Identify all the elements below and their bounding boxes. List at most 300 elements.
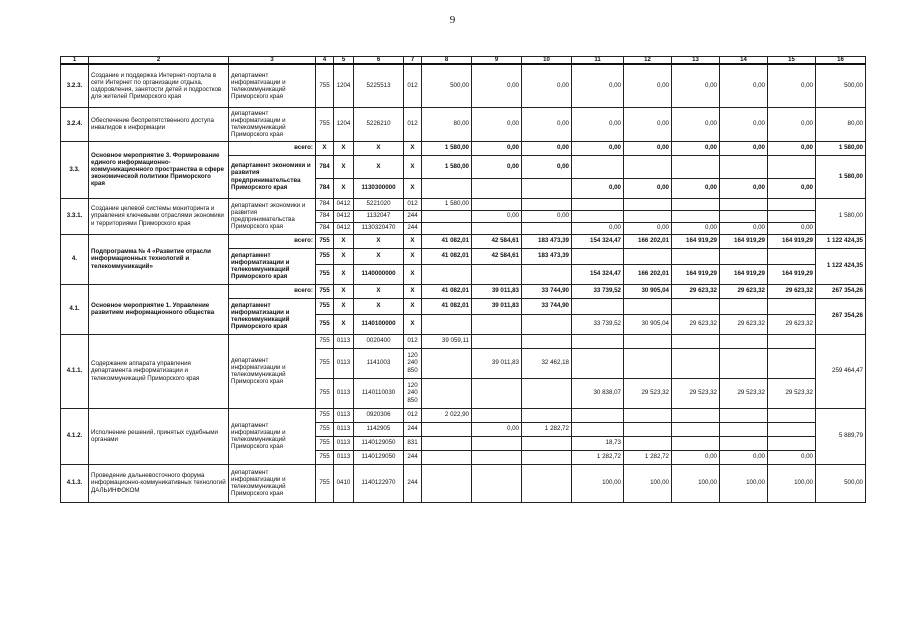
cell: X xyxy=(404,298,422,314)
table-row xyxy=(61,107,866,141)
cell xyxy=(720,155,768,178)
cell: 100,00 xyxy=(720,464,768,502)
cell: 244 xyxy=(404,464,422,502)
cell: 0,00 xyxy=(572,141,624,155)
cell: 120 240 850 xyxy=(404,348,422,378)
cell: 29 623,32 xyxy=(720,314,768,334)
cell: 755 xyxy=(316,422,334,436)
cell: 29 523,32 xyxy=(624,378,672,408)
cell: 0,00 xyxy=(572,222,624,234)
cell xyxy=(422,178,472,198)
cell xyxy=(422,450,472,464)
cell: 30 905,04 xyxy=(624,314,672,334)
cell: 0,00 xyxy=(624,141,672,155)
cell: 831 xyxy=(404,436,422,450)
cell: 0,00 xyxy=(672,450,720,464)
cell: X xyxy=(404,234,422,248)
cell: 100,00 xyxy=(624,464,672,502)
cell: 0,00 xyxy=(522,141,572,155)
cell: 500,00 xyxy=(816,64,866,107)
cell xyxy=(472,264,522,284)
cell xyxy=(472,222,522,234)
cell xyxy=(672,198,720,210)
cell: 755 xyxy=(316,378,334,408)
cell: 755 xyxy=(316,107,334,141)
cell: 0,00 xyxy=(572,64,624,107)
col-header: 3 xyxy=(229,57,316,65)
col-header: 16 xyxy=(816,57,866,65)
cell: X xyxy=(334,234,354,248)
executor: департамент информатизации и телекоммуникаций Приморского края xyxy=(229,64,316,107)
cell: X xyxy=(354,284,404,298)
col-header: 5 xyxy=(334,57,354,65)
cell: 0,00 xyxy=(768,450,816,464)
cell: 755 xyxy=(316,234,334,248)
cell xyxy=(672,422,720,436)
cell xyxy=(720,334,768,348)
activity-name: Подпрограмма № 4 «Развитие отрасли информационных технологий и телекоммуникаций» xyxy=(89,234,229,284)
cell: 0113 xyxy=(334,348,354,378)
cell: X xyxy=(354,298,404,314)
cell: X xyxy=(404,248,422,264)
activity-name: Содержание аппарата управления департамента информатизации и телекоммуникаций Приморского края xyxy=(89,334,229,408)
cell: 41 082,01 xyxy=(422,248,472,264)
cell: 1 580,00 xyxy=(422,155,472,178)
cell: 012 xyxy=(404,198,422,210)
cell: 0412 xyxy=(334,210,354,222)
cell xyxy=(422,422,472,436)
cell xyxy=(422,222,472,234)
executor: департамент информатизации и телекоммуникаций Приморского края xyxy=(229,298,316,334)
activity-name: Исполнение решений, принятых судебными органами xyxy=(89,408,229,464)
col-header: 4 xyxy=(316,57,334,65)
cell: 784 xyxy=(316,210,334,222)
cell xyxy=(522,464,572,502)
cell: 1141003 xyxy=(354,348,404,378)
cell: 0,00 xyxy=(522,155,572,178)
table-row xyxy=(61,284,866,298)
table-row xyxy=(61,464,866,502)
cell: 0,00 xyxy=(624,64,672,107)
cell: 1204 xyxy=(334,64,354,107)
cell xyxy=(720,422,768,436)
activity-name: Основное мероприятие 1. Управление развитием информационного общества xyxy=(89,284,229,334)
cell: 0,00 xyxy=(672,178,720,198)
cell: 29 623,32 xyxy=(672,314,720,334)
cell: 1 580,00 xyxy=(816,155,866,198)
cell xyxy=(572,210,624,222)
cell: 164 919,29 xyxy=(720,264,768,284)
cell xyxy=(472,314,522,334)
cell: 41 082,01 xyxy=(422,298,472,314)
table-row xyxy=(61,334,866,348)
cell: 244 xyxy=(404,422,422,436)
cell: 33 739,52 xyxy=(572,284,624,298)
cell: 42 584,61 xyxy=(472,234,522,248)
cell: 39 011,83 xyxy=(472,298,522,314)
cell: 29 623,32 xyxy=(720,284,768,298)
cell: 244 xyxy=(404,222,422,234)
cell: X xyxy=(334,141,354,155)
cell: 1142905 xyxy=(354,422,404,436)
cell: X xyxy=(404,178,422,198)
row-number: 4.1.2. xyxy=(61,408,89,464)
cell: 267 354,26 xyxy=(816,284,866,298)
cell xyxy=(572,408,624,422)
table-row xyxy=(61,198,866,210)
cell: 0,00 xyxy=(768,222,816,234)
cell: 755 xyxy=(316,298,334,314)
cell: 2 022,90 xyxy=(422,408,472,422)
executor: департамент экономики и развития предпринимательства Приморского края xyxy=(229,198,316,234)
cell: 012 xyxy=(404,334,422,348)
cell: 0,00 xyxy=(572,178,624,198)
activity-name: Создание и поддержка Интернет-портала в сети Интернет по организации отдыха, оздоровления, занятости детей и подростков для жителей Приморского края xyxy=(89,64,229,107)
cell xyxy=(422,378,472,408)
cell: 755 xyxy=(316,64,334,107)
cell: 500,00 xyxy=(816,464,866,502)
cell: 33 744,90 xyxy=(522,298,572,314)
cell: X xyxy=(404,141,422,155)
cell: 1130300000 xyxy=(354,178,404,198)
cell: 0,00 xyxy=(572,107,624,141)
cell: 0,00 xyxy=(472,64,522,107)
cell: 755 xyxy=(316,284,334,298)
cell: 1132047 xyxy=(354,210,404,222)
cell: 1 122 424,35 xyxy=(816,248,866,284)
cell: 164 919,29 xyxy=(768,264,816,284)
cell: 1130320470 xyxy=(354,222,404,234)
cell xyxy=(522,378,572,408)
cell: 0,00 xyxy=(768,178,816,198)
cell: 0,00 xyxy=(768,107,816,141)
cell: 183 473,39 xyxy=(522,248,572,264)
row-number: 3.3.1. xyxy=(61,198,89,234)
cell xyxy=(422,464,472,502)
row-number: 3.3. xyxy=(61,141,89,198)
cell xyxy=(768,155,816,178)
cell xyxy=(572,422,624,436)
cell: 5226210 xyxy=(354,107,404,141)
cell: 500,00 xyxy=(422,64,472,107)
cell xyxy=(672,248,720,264)
cell: X xyxy=(354,248,404,264)
row-number: 4.1.3. xyxy=(61,464,89,502)
cell: 244 xyxy=(404,450,422,464)
cell: X xyxy=(334,178,354,198)
cell: 80,00 xyxy=(816,107,866,141)
col-header: 2 xyxy=(89,57,229,65)
cell: 0020400 xyxy=(354,334,404,348)
col-header: 8 xyxy=(422,57,472,65)
cell xyxy=(472,378,522,408)
cell: 755 xyxy=(316,464,334,502)
col-header: 7 xyxy=(404,57,422,65)
cell: 183 473,39 xyxy=(522,234,572,248)
cell: 012 xyxy=(404,107,422,141)
cell: 755 xyxy=(316,348,334,378)
cell: 0,00 xyxy=(522,64,572,107)
cell: 755 xyxy=(316,248,334,264)
cell: 0113 xyxy=(334,378,354,408)
cell xyxy=(672,408,720,422)
cell xyxy=(472,178,522,198)
cell: 1 580,00 xyxy=(816,198,866,234)
cell xyxy=(768,408,816,422)
cell: 784 xyxy=(316,155,334,178)
executor: департамент экономики и развития предпринимательства Приморского края xyxy=(229,155,316,198)
cell: 166 202,01 xyxy=(624,234,672,248)
cell xyxy=(624,210,672,222)
cell xyxy=(672,210,720,222)
cell: 39 011,83 xyxy=(472,348,522,378)
cell: 784 xyxy=(316,198,334,210)
cell xyxy=(624,298,672,314)
cell: 0,00 xyxy=(522,210,572,222)
row-number: 4.1. xyxy=(61,284,89,334)
cell: X xyxy=(334,298,354,314)
cell xyxy=(522,314,572,334)
cell xyxy=(422,314,472,334)
cell: 0920306 xyxy=(354,408,404,422)
col-header: 10 xyxy=(522,57,572,65)
cell xyxy=(472,450,522,464)
cell: 1140110030 xyxy=(354,378,404,408)
table-row xyxy=(61,234,866,248)
cell xyxy=(472,464,522,502)
cell xyxy=(624,348,672,378)
cell: X xyxy=(404,284,422,298)
cell: 0,00 xyxy=(720,222,768,234)
activity-name: Обеспечение беспрепятственного доступа инвалидов к информации xyxy=(89,107,229,141)
cell: 0,00 xyxy=(720,107,768,141)
cell: 32 462,18 xyxy=(522,348,572,378)
cell: 80,00 xyxy=(422,107,472,141)
cell: 259 464,47 xyxy=(816,334,866,408)
cell xyxy=(720,198,768,210)
activity-name: Основное мероприятие 3. Формирование единого информационно-коммуникационного пространства в сфере экономической политики Приморского края xyxy=(89,141,229,198)
cell xyxy=(522,408,572,422)
col-header: 9 xyxy=(472,57,522,65)
total-label: всего: xyxy=(229,141,316,155)
cell xyxy=(572,198,624,210)
cell: 0113 xyxy=(334,408,354,422)
cell: 755 xyxy=(316,408,334,422)
cell: 1140000000 xyxy=(354,264,404,284)
cell: 29 623,32 xyxy=(768,284,816,298)
cell: 1204 xyxy=(334,107,354,141)
cell xyxy=(522,436,572,450)
cell xyxy=(522,264,572,284)
cell: 0,00 xyxy=(672,64,720,107)
activity-name: Создание целевой системы мониторинга и управления ключевыми отраслями экономики и территориями Приморского края xyxy=(89,198,229,234)
cell: X xyxy=(334,155,354,178)
cell: 755 xyxy=(316,334,334,348)
cell: 33 739,52 xyxy=(572,314,624,334)
cell: 30 838,07 xyxy=(572,378,624,408)
cell: 0,00 xyxy=(720,64,768,107)
cell: 0,00 xyxy=(522,107,572,141)
cell: X xyxy=(334,248,354,264)
cell: 29 523,32 xyxy=(768,378,816,408)
page-number: 9 xyxy=(449,14,456,26)
cell: 164 919,29 xyxy=(720,234,768,248)
cell: 164 919,29 xyxy=(768,234,816,248)
cell xyxy=(572,248,624,264)
cell: 1 282,72 xyxy=(624,450,672,464)
cell: 0,00 xyxy=(720,178,768,198)
cell: 0,00 xyxy=(672,141,720,155)
cell: 1 580,00 xyxy=(422,141,472,155)
cell: X xyxy=(404,314,422,334)
cell: 166 202,01 xyxy=(624,264,672,284)
cell: 1 282,72 xyxy=(522,422,572,436)
cell xyxy=(672,436,720,450)
budget-table xyxy=(60,56,866,503)
cell xyxy=(472,334,522,348)
cell: 012 xyxy=(404,408,422,422)
cell: 164 919,29 xyxy=(672,234,720,248)
cell xyxy=(624,334,672,348)
col-header: 11 xyxy=(572,57,624,65)
cell xyxy=(672,298,720,314)
cell xyxy=(472,408,522,422)
cell xyxy=(672,348,720,378)
cell: 0113 xyxy=(334,436,354,450)
cell xyxy=(768,298,816,314)
header-row xyxy=(61,57,866,65)
cell: 5221020 xyxy=(354,198,404,210)
cell xyxy=(624,422,672,436)
cell xyxy=(672,155,720,178)
cell: 39 011,83 xyxy=(472,284,522,298)
cell: 1140122970 xyxy=(354,464,404,502)
row-number: 3.2.4. xyxy=(61,107,89,141)
cell xyxy=(768,248,816,264)
total-label: всего: xyxy=(229,284,316,298)
cell xyxy=(422,436,472,450)
executor: департамент информатизации и телекоммуникаций Приморского края xyxy=(229,107,316,141)
cell: 30 905,04 xyxy=(624,284,672,298)
cell: 0,00 xyxy=(768,141,816,155)
cell: 0,00 xyxy=(624,107,672,141)
cell: 29 523,32 xyxy=(672,378,720,408)
cell: 1140129050 xyxy=(354,436,404,450)
cell xyxy=(624,436,672,450)
cell: 18,73 xyxy=(572,436,624,450)
table-row xyxy=(61,64,866,107)
cell: 0410 xyxy=(334,464,354,502)
cell xyxy=(624,198,672,210)
cell xyxy=(768,436,816,450)
cell xyxy=(768,348,816,378)
cell: 755 xyxy=(316,450,334,464)
cell xyxy=(624,155,672,178)
cell: X xyxy=(316,141,334,155)
cell: 1140129050 xyxy=(354,450,404,464)
cell: 755 xyxy=(316,314,334,334)
executor: департамент информатизации и телекоммуникаций Приморского края xyxy=(229,248,316,284)
cell: 120 240 850 xyxy=(404,378,422,408)
cell: 0113 xyxy=(334,450,354,464)
col-header: 6 xyxy=(354,57,404,65)
cell xyxy=(572,334,624,348)
col-header: 12 xyxy=(624,57,672,65)
cell: 29 623,32 xyxy=(672,284,720,298)
cell: 5225513 xyxy=(354,64,404,107)
cell: 1 122 424,35 xyxy=(816,234,866,248)
total-label: всего: xyxy=(229,234,316,248)
executor: департамент информатизации и телекоммуникаций Приморского края xyxy=(229,408,316,464)
cell xyxy=(522,198,572,210)
cell: 012 xyxy=(404,64,422,107)
cell: X xyxy=(354,155,404,178)
cell: 0,00 xyxy=(624,178,672,198)
cell xyxy=(720,348,768,378)
cell xyxy=(522,334,572,348)
cell: 0,00 xyxy=(472,155,522,178)
cell xyxy=(422,264,472,284)
cell: X xyxy=(334,264,354,284)
cell: 1140100000 xyxy=(354,314,404,334)
cell: X xyxy=(334,284,354,298)
cell: 0,00 xyxy=(472,141,522,155)
cell xyxy=(472,198,522,210)
col-header: 15 xyxy=(768,57,816,65)
col-header: 13 xyxy=(672,57,720,65)
row-number: 4.1.1. xyxy=(61,334,89,408)
cell: 1 580,00 xyxy=(816,141,866,155)
cell xyxy=(472,436,522,450)
cell: 0,00 xyxy=(472,210,522,222)
cell: 784 xyxy=(316,178,334,198)
cell: 244 xyxy=(404,210,422,222)
cell: 0,00 xyxy=(624,222,672,234)
cell: 755 xyxy=(316,436,334,450)
cell: 0,00 xyxy=(768,64,816,107)
cell xyxy=(522,178,572,198)
cell xyxy=(720,408,768,422)
cell: 0412 xyxy=(334,222,354,234)
cell: 154 324,47 xyxy=(572,264,624,284)
cell: 0412 xyxy=(334,198,354,210)
cell: 0,00 xyxy=(472,422,522,436)
cell: 0,00 xyxy=(672,222,720,234)
cell xyxy=(624,408,672,422)
cell: 164 919,29 xyxy=(672,264,720,284)
activity-name: Проведение дальневосточного форума информационно-коммуникативных технологий ДАЛЬИНФОКОМ xyxy=(89,464,229,502)
cell: X xyxy=(354,234,404,248)
cell xyxy=(522,450,572,464)
cell xyxy=(720,298,768,314)
cell: 100,00 xyxy=(672,464,720,502)
cell: 0,00 xyxy=(720,141,768,155)
cell: 42 584,61 xyxy=(472,248,522,264)
cell: 29 523,32 xyxy=(720,378,768,408)
cell xyxy=(768,334,816,348)
table-row xyxy=(61,141,866,155)
cell: 0,00 xyxy=(672,107,720,141)
cell: 0113 xyxy=(334,422,354,436)
executor: департамент информатизации и телекоммуникаций Приморского края xyxy=(229,334,316,408)
cell: 39 059,11 xyxy=(422,334,472,348)
cell xyxy=(522,222,572,234)
executor: департамент информатизации и телекоммуникаций Приморского края xyxy=(229,464,316,502)
cell: 154 324,47 xyxy=(572,234,624,248)
cell: X xyxy=(404,155,422,178)
cell xyxy=(720,436,768,450)
cell xyxy=(572,348,624,378)
